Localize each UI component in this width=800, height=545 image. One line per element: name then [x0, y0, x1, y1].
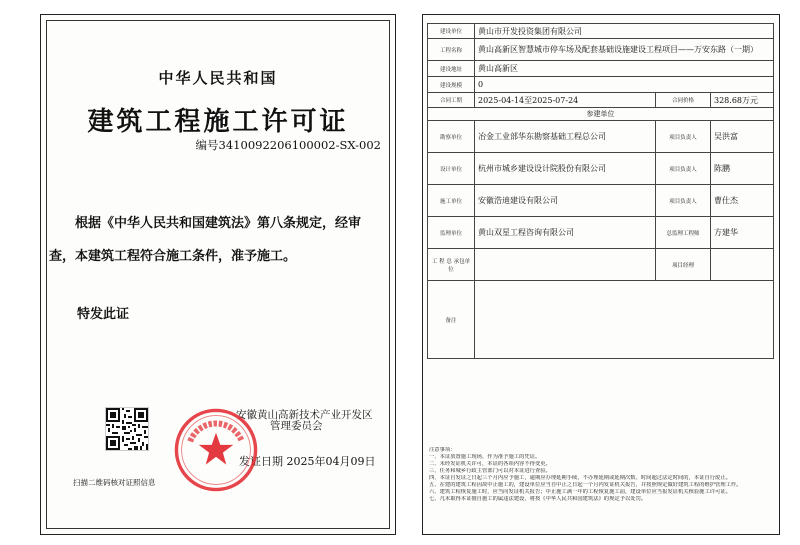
construction-label: 施工单位 [428, 185, 475, 217]
notes-line: 二、未经发证机关许可，本证的各项内容不得变更。 [429, 461, 551, 467]
notes-line: 六、建筑工程恢复施工时，应当向发证机关报告；中止施工满一年的工程恢复施工前，建设单位应当报发证机关核验施工许可证。 [429, 489, 731, 495]
contract-period-label: 合同工期 [428, 93, 475, 108]
table-row [428, 93, 774, 108]
special-issue-text: 特发此证 [77, 307, 130, 322]
table-row [428, 153, 774, 185]
survey-lead-value: 吴洪富 [711, 121, 774, 153]
supervision-label: 监理单位 [428, 217, 475, 249]
participants-heading: 参建单位 [428, 108, 774, 121]
design-lead-label: 项目负责人 [656, 153, 711, 185]
certificate-number-value: 3410092206100002-SX-002 [218, 138, 381, 152]
general-contractor-value [475, 249, 656, 281]
table-row [428, 281, 774, 359]
builder-value: 黄山市开发投资集团有限公司 [475, 24, 774, 39]
contract-period-value: 2025-04-14至2025-07-24 [475, 93, 656, 108]
design-value: 杭州市城乡建设设计院股份有限公司 [475, 153, 656, 185]
contract-price-label: 合同价格 [656, 93, 711, 108]
site-label: 建设地址 [428, 61, 475, 77]
design-label: 设计单位 [428, 153, 475, 185]
project-manager-label: 项目经理 [656, 249, 711, 281]
qr-code-graphic [106, 408, 148, 450]
survey-lead-label: 项目负责人 [656, 121, 711, 153]
notes-line: 三、任务和城乡行政主管部门可以对本证进行查验。 [429, 468, 551, 474]
official-seal [173, 407, 259, 493]
qr-caption: 扫描二维码核对证照信息 [73, 478, 156, 487]
notes-line: 五、在建的建筑工程因故中止施工的，建设单位应当自中止之日起一个月内发证机关报告，并按照规定做好建筑工程的维护管理工作。 [429, 482, 742, 488]
scale-label: 建设规模 [428, 77, 475, 93]
table-row [428, 121, 774, 153]
remarks-label: 备注 [428, 281, 475, 359]
certificate-front [40, 14, 396, 535]
chief-supervisor-label: 总监理工程师 [656, 217, 711, 249]
table-row [428, 217, 774, 249]
builder-label: 建设单位 [428, 24, 475, 39]
certificate-title: 建筑工程施工许可证 [87, 107, 349, 137]
table-row [428, 249, 774, 281]
issue-date-value: 2025年04月09日 [286, 455, 376, 468]
notes-line: 四、本证自发证之日起三个月内应予施工，逾期应办理延期手续，不办理延期或延期次数、时间超过法定时间的，本证自行废止。 [429, 475, 731, 481]
construction-value: 安徽浩迪建设有限公司 [475, 185, 656, 217]
survey-value: 冶金工业部华东勘察基础工程总公司 [475, 121, 656, 153]
notes [429, 447, 775, 503]
table-row [428, 24, 774, 39]
project-name-value: 黄山高新区智慧城市停车场及配套基础设施建设工程项目——万安东路（一期） [475, 39, 774, 61]
details-table [427, 23, 774, 359]
certificate-number [196, 137, 381, 153]
notes-line: 一、本证放置施工现场，作为准予施工的凭证。 [429, 454, 541, 460]
seal-graphic [173, 407, 259, 493]
issue-date-label: 发证日期 [239, 455, 283, 468]
project-name-label: 工程名称 [428, 39, 475, 61]
qr-code[interactable] [105, 407, 149, 451]
site-value: 黄山高新区 [475, 61, 774, 77]
construction-lead-value: 曹仕杰 [711, 185, 774, 217]
table-row [428, 185, 774, 217]
issuer-line-1: 安徽黄山高新技术产业开发区 [236, 409, 373, 421]
scale-value: 0 [475, 77, 774, 93]
notes-line: 注意事项： [429, 447, 456, 453]
supervision-value: 黄山双星工程咨询有限公司 [475, 217, 656, 249]
general-contractor-label: 工 程 总 承包单位 [428, 249, 475, 281]
project-manager-value [711, 249, 774, 281]
table-row [428, 108, 774, 121]
construction-lead-label: 项目负责人 [656, 185, 711, 217]
table-row [428, 77, 774, 93]
table-row [428, 61, 774, 77]
remarks-value [475, 281, 774, 359]
design-lead-value: 陈鹏 [711, 153, 774, 185]
issuer-line-2: 管理委员会 [270, 420, 323, 432]
chief-supervisor-value: 方建华 [711, 217, 774, 249]
issue-date [239, 453, 376, 469]
table-row [428, 39, 774, 61]
contract-price-value: 328.68万元 [711, 93, 774, 108]
certificate-number-label: 编号 [195, 138, 219, 152]
notes-line: 七、凡未取得本证擅自施工的属违法建设，将按《中华人民共和国建筑法》的规定予以处罚。 [429, 496, 647, 502]
survey-label: 勘察单位 [428, 121, 475, 153]
certificate-details [422, 14, 780, 535]
country-heading: 中华人民共和国 [158, 69, 278, 87]
certificate-body: 根据《中华人民共和国建筑法》第八条规定，经审查，本建筑工程符合施工条件，准予施工。 [49, 216, 362, 264]
